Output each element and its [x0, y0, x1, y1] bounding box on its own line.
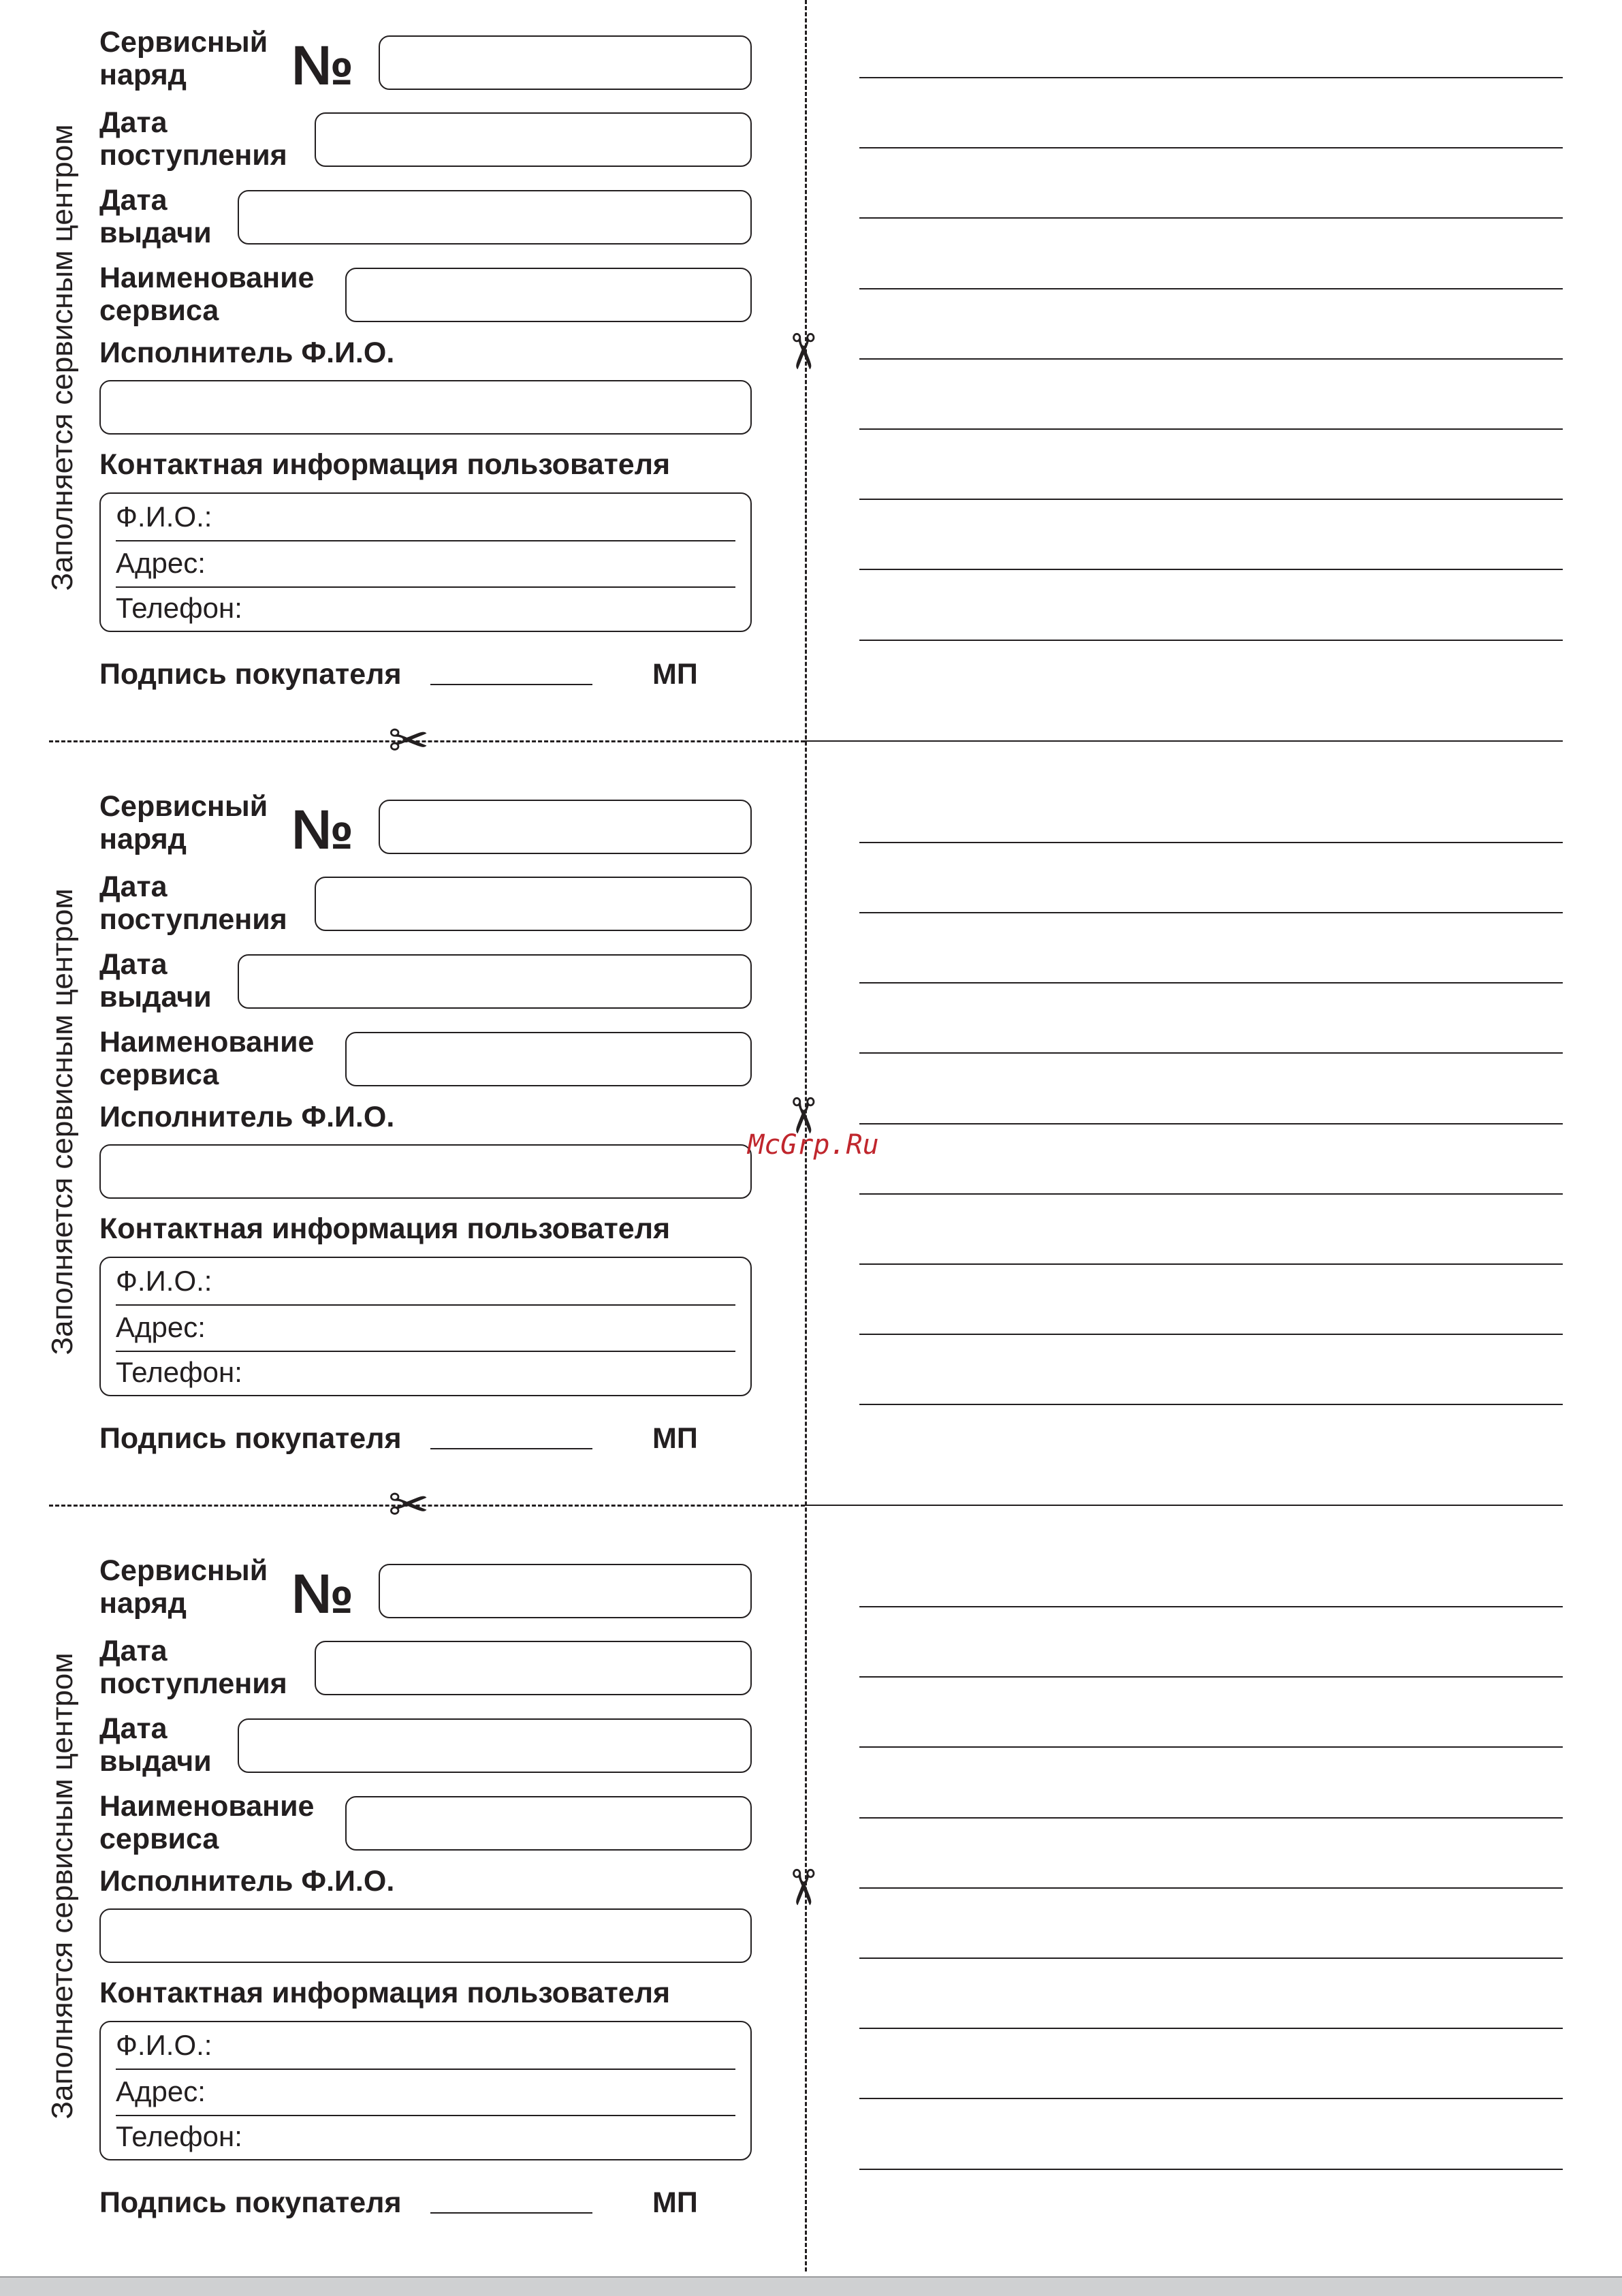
section-divider-line [805, 740, 1563, 742]
stamp-label: МП [652, 1422, 698, 1455]
issued-date-field[interactable] [238, 1718, 752, 1773]
writing-line[interactable] [859, 2098, 1563, 2099]
signature-label: Подпись покупателя [99, 1422, 402, 1455]
address-label: Адрес: [116, 547, 206, 579]
side-label: Заполняется сервисным центром [46, 888, 79, 1355]
executor-field[interactable] [99, 380, 752, 435]
number-sign: № [291, 35, 354, 97]
fio-label: Ф.И.О.: [116, 2029, 212, 2061]
signature-label: Подпись покупателя [99, 2186, 402, 2219]
page-bottom-bar [0, 2276, 1622, 2296]
fio-label: Ф.И.О.: [116, 1265, 212, 1297]
contact-info-box [99, 492, 752, 632]
issued-date-label: Дата выдачи [99, 948, 212, 1013]
scissors-icon: ✂ [388, 1478, 430, 1532]
received-date-field[interactable] [315, 1641, 752, 1695]
phone-label: Телефон: [116, 2120, 242, 2152]
writing-line[interactable] [859, 982, 1563, 984]
stamp-label: МП [652, 2186, 698, 2219]
writing-line[interactable] [859, 1957, 1563, 1959]
contact-info-box [99, 1257, 752, 1396]
contact-header: Контактная информация пользователя [99, 1212, 671, 1245]
order-number-field[interactable] [379, 800, 752, 854]
contact-header: Контактная информация пользователя [99, 448, 671, 481]
writing-line[interactable] [859, 1404, 1563, 1405]
fio-line[interactable] [116, 2069, 735, 2070]
writing-line[interactable] [859, 842, 1563, 843]
received-date-label: Дата поступления [99, 106, 287, 172]
received-date-label: Дата поступления [99, 870, 287, 936]
received-date-label: Дата поступления [99, 1635, 287, 1700]
watermark: McGrp.Ru [748, 1129, 879, 1161]
issued-date-label: Дата выдачи [99, 1712, 212, 1778]
signature-line[interactable] [430, 1448, 592, 1449]
fio-label: Ф.И.О.: [116, 501, 212, 533]
issued-date-label: Дата выдачи [99, 184, 212, 249]
section-divider-line [805, 1505, 1563, 1506]
received-date-field[interactable] [315, 877, 752, 931]
writing-line[interactable] [859, 640, 1563, 641]
writing-line[interactable] [859, 77, 1563, 78]
order-number-field[interactable] [379, 1564, 752, 1618]
service-name-field[interactable] [345, 268, 752, 322]
writing-line[interactable] [859, 147, 1563, 148]
scissors-icon: ✂ [775, 330, 830, 373]
writing-line[interactable] [859, 1746, 1563, 1748]
number-sign: № [291, 1563, 354, 1625]
scissors-icon: ✂ [775, 1095, 830, 1137]
warranty-coupon-1 [0, 0, 1622, 768]
order-label: Сервисный наряд [99, 790, 268, 855]
signature-line[interactable] [430, 2212, 592, 2214]
phone-label: Телефон: [116, 1356, 242, 1388]
fio-line[interactable] [116, 1304, 735, 1306]
stamp-label: МП [652, 658, 698, 691]
signature-label: Подпись покупателя [99, 658, 402, 691]
service-name-field[interactable] [345, 1032, 752, 1086]
issued-date-field[interactable] [238, 954, 752, 1009]
writing-line[interactable] [859, 2169, 1563, 2170]
executor-field[interactable] [99, 1144, 752, 1199]
executor-label: Исполнитель Ф.И.О. [99, 1101, 395, 1133]
writing-line[interactable] [859, 217, 1563, 219]
order-number-field[interactable] [379, 35, 752, 90]
executor-field[interactable] [99, 1908, 752, 1963]
contact-header: Контактная информация пользователя [99, 1977, 671, 2009]
scissors-icon: ✂ [388, 714, 430, 768]
writing-line[interactable] [859, 1263, 1563, 1265]
writing-line[interactable] [859, 1606, 1563, 1607]
address-line[interactable] [116, 1351, 735, 1352]
writing-line[interactable] [859, 358, 1563, 360]
issued-date-field[interactable] [238, 190, 752, 245]
contact-info-box [99, 2021, 752, 2160]
service-name-field[interactable] [345, 1796, 752, 1851]
order-label: Сервисный наряд [99, 1554, 268, 1620]
executor-label: Исполнитель Ф.И.О. [99, 1865, 395, 1898]
received-date-field[interactable] [315, 112, 752, 167]
writing-line[interactable] [859, 1193, 1563, 1195]
writing-line[interactable] [859, 428, 1563, 430]
side-label: Заполняется сервисным центром [46, 124, 79, 591]
address-line[interactable] [116, 586, 735, 588]
address-line[interactable] [116, 2115, 735, 2116]
writing-line[interactable] [859, 1334, 1563, 1335]
address-label: Адрес: [116, 2075, 206, 2107]
writing-line[interactable] [859, 569, 1563, 570]
writing-line[interactable] [859, 1123, 1563, 1125]
writing-line[interactable] [859, 1676, 1563, 1678]
warranty-coupon-3 [0, 1528, 1622, 2293]
order-label: Сервисный наряд [99, 26, 268, 91]
writing-line[interactable] [859, 1887, 1563, 1889]
executor-label: Исполнитель Ф.И.О. [99, 336, 395, 369]
signature-line[interactable] [430, 684, 592, 685]
phone-label: Телефон: [116, 592, 242, 624]
service-name-label: Наименование сервиса [99, 1790, 315, 1855]
service-name-label: Наименование сервиса [99, 262, 315, 327]
number-sign: № [291, 799, 354, 861]
fio-line[interactable] [116, 540, 735, 541]
writing-line[interactable] [859, 1817, 1563, 1819]
writing-line[interactable] [859, 912, 1563, 913]
writing-line[interactable] [859, 288, 1563, 289]
writing-line[interactable] [859, 1052, 1563, 1054]
service-name-label: Наименование сервиса [99, 1026, 315, 1091]
writing-line[interactable] [859, 499, 1563, 500]
side-label: Заполняется сервисным центром [46, 1652, 79, 2120]
writing-line[interactable] [859, 2028, 1563, 2029]
address-label: Адрес: [116, 1311, 206, 1343]
scissors-icon: ✂ [775, 1866, 830, 1908]
